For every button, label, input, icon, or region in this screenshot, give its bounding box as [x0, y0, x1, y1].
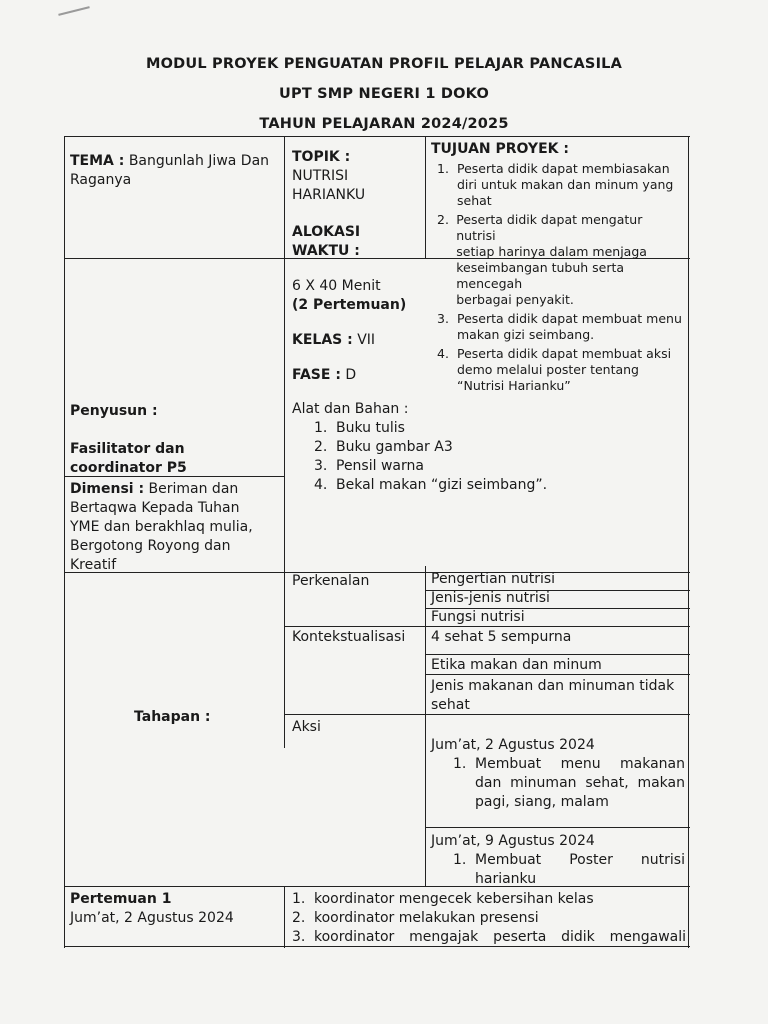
tujuan-item [431, 161, 685, 209]
pertemuan-label: Pertemuan 1 [70, 891, 172, 907]
perkenalan-item: Fungsi nutrisi [431, 609, 525, 625]
kontek-item: 4 sehat 5 sempurna [431, 629, 572, 645]
alat-cell [292, 400, 682, 495]
col-divider [284, 136, 285, 748]
table-border [64, 136, 690, 137]
aksi-item: 1. Membuat Poster nutrisi harianku [453, 852, 685, 887]
tujuan-item [431, 212, 685, 308]
alat-item: 2. Buku gambar A3 [314, 439, 453, 455]
tujuan-item [431, 311, 685, 343]
aksi-date: Jum’at, 9 Agustus 2024 [431, 833, 595, 849]
dimensi-value: Bertaqwa Kepada Tuhan [70, 500, 240, 516]
penyusun-label: Penyusun : [70, 403, 158, 419]
pertemuan-item: 3. koordinator mengajak peserta didik mengawali [292, 929, 686, 945]
fasilitator-label: Fasilitator dan [70, 441, 185, 457]
alat-item: 4. Bekal makan “gizi seimbang”. [314, 477, 548, 493]
fasilitator-label: coordinator P5 [70, 460, 187, 476]
dimensi-value: Beriman dan [148, 481, 239, 497]
tujuan-text: Peserta didik dapat mengatur nutrisi setiap harinya dalam menjaga keseimbangan tubuh serta mencegah berbagai penyakit. [456, 212, 647, 307]
tujuan-text: Peserta didik dapat membuat aksi demo melalui poster tentang “Nutrisi Harianku” [457, 346, 672, 393]
tema-cell [70, 152, 280, 190]
kelas-label: KELAS : [292, 332, 353, 348]
header-year: TAHUN PELAJARAN 2024/2025 [259, 116, 509, 132]
header-school: UPT SMP NEGERI 1 DOKO [279, 86, 489, 102]
tujuan-text: Peserta didik dapat membiasakan diri untuk makan dan minum yang sehat [457, 161, 674, 208]
dimensi-label: Dimensi : [70, 481, 145, 497]
kontek-item: Jenis makanan dan minuman tidak [431, 678, 675, 694]
dimensi-cell [70, 480, 282, 575]
pertemuan-list [292, 890, 686, 947]
pertemuan-cell [70, 890, 280, 928]
pertemuan-item: 1. koordinator mengecek kebersihan kelas [292, 891, 594, 907]
dimensi-value: Kreatif [70, 557, 117, 573]
kontek-item: sehat [431, 697, 470, 713]
tujuan-number: 1. [437, 161, 449, 176]
kelas-value: VII [357, 332, 376, 348]
tahapan-label: Tahapan : [134, 709, 211, 725]
kontekstualisasi-label: Kontekstualisasi [292, 629, 406, 645]
tujuan-number: 3. [437, 311, 449, 326]
fase-label: FASE : [292, 367, 341, 383]
tujuan-list [431, 161, 685, 394]
alokasi-label: ALOKASI [292, 224, 361, 240]
alat-item: 3. Pensil warna [314, 458, 424, 474]
penyusun-cell [70, 402, 280, 478]
col-divider [425, 136, 426, 258]
tujuan-number: 2. [437, 212, 449, 227]
aksi-block-1 [431, 736, 685, 812]
module-table [64, 136, 690, 948]
tujuan-text: Peserta didik dapat membuat menu makan gizi seimbang. [457, 311, 682, 342]
alokasi-label: WAKTU : [292, 243, 360, 259]
alokasi-value: 6 X 40 Menit [292, 278, 381, 294]
alat-list [292, 419, 682, 495]
pertemuan-item: 2. koordinator melakukan presensi [292, 910, 539, 926]
aksi-label: Aksi [292, 719, 321, 735]
pertemuan-activities [292, 890, 686, 947]
topik-label: TOPIK : [292, 149, 351, 165]
alat-label: Alat dan Bahan : [292, 401, 409, 417]
perkenalan-label: Perkenalan [292, 573, 370, 589]
aksi-date: Jum’at, 2 Agustus 2024 [431, 737, 595, 753]
tujuan-cell [431, 140, 685, 394]
topik-value: NUTRISI [292, 168, 349, 184]
aksi-block-2 [431, 832, 685, 889]
tema-value: Bangunlah Jiwa Dan [128, 153, 270, 169]
tujuan-label: TUJUAN PROYEK : [431, 141, 569, 157]
fase-value: D [345, 367, 357, 383]
scan-mark [58, 6, 90, 16]
tujuan-number: 4. [437, 346, 449, 361]
alat-item: 1. Buku tulis [314, 420, 405, 436]
col-divider [284, 886, 285, 948]
tujuan-item [431, 346, 685, 394]
kontek-item: Etika makan dan minum [431, 657, 602, 673]
tema-value: Raganya [70, 172, 132, 188]
header-title: MODUL PROYEK PENGUATAN PROFIL PELAJAR PANCASILA [145, 56, 623, 72]
topik-value: HARIANKU [292, 187, 366, 203]
perkenalan-item: Jenis-jenis nutrisi [431, 590, 550, 606]
dimensi-value: Bergotong Royong dan [70, 538, 231, 554]
pertemuan-date: Jum’at, 2 Agustus 2024 [70, 910, 234, 926]
col-divider [425, 566, 426, 886]
aksi-item: 1. Membuat menu makanan dan minuman sehat, makan pagi, siang, malam [453, 756, 685, 810]
topik-cell [292, 148, 422, 385]
perkenalan-item: Pengertian nutrisi [431, 571, 556, 587]
tema-label: TEMA : [70, 153, 125, 169]
dimensi-value: YME dan berakhlaq mulia, [70, 519, 253, 535]
row-divider [425, 827, 690, 828]
row-divider [284, 714, 690, 715]
pertemuan-count: (2 Pertemuan) [292, 297, 407, 313]
